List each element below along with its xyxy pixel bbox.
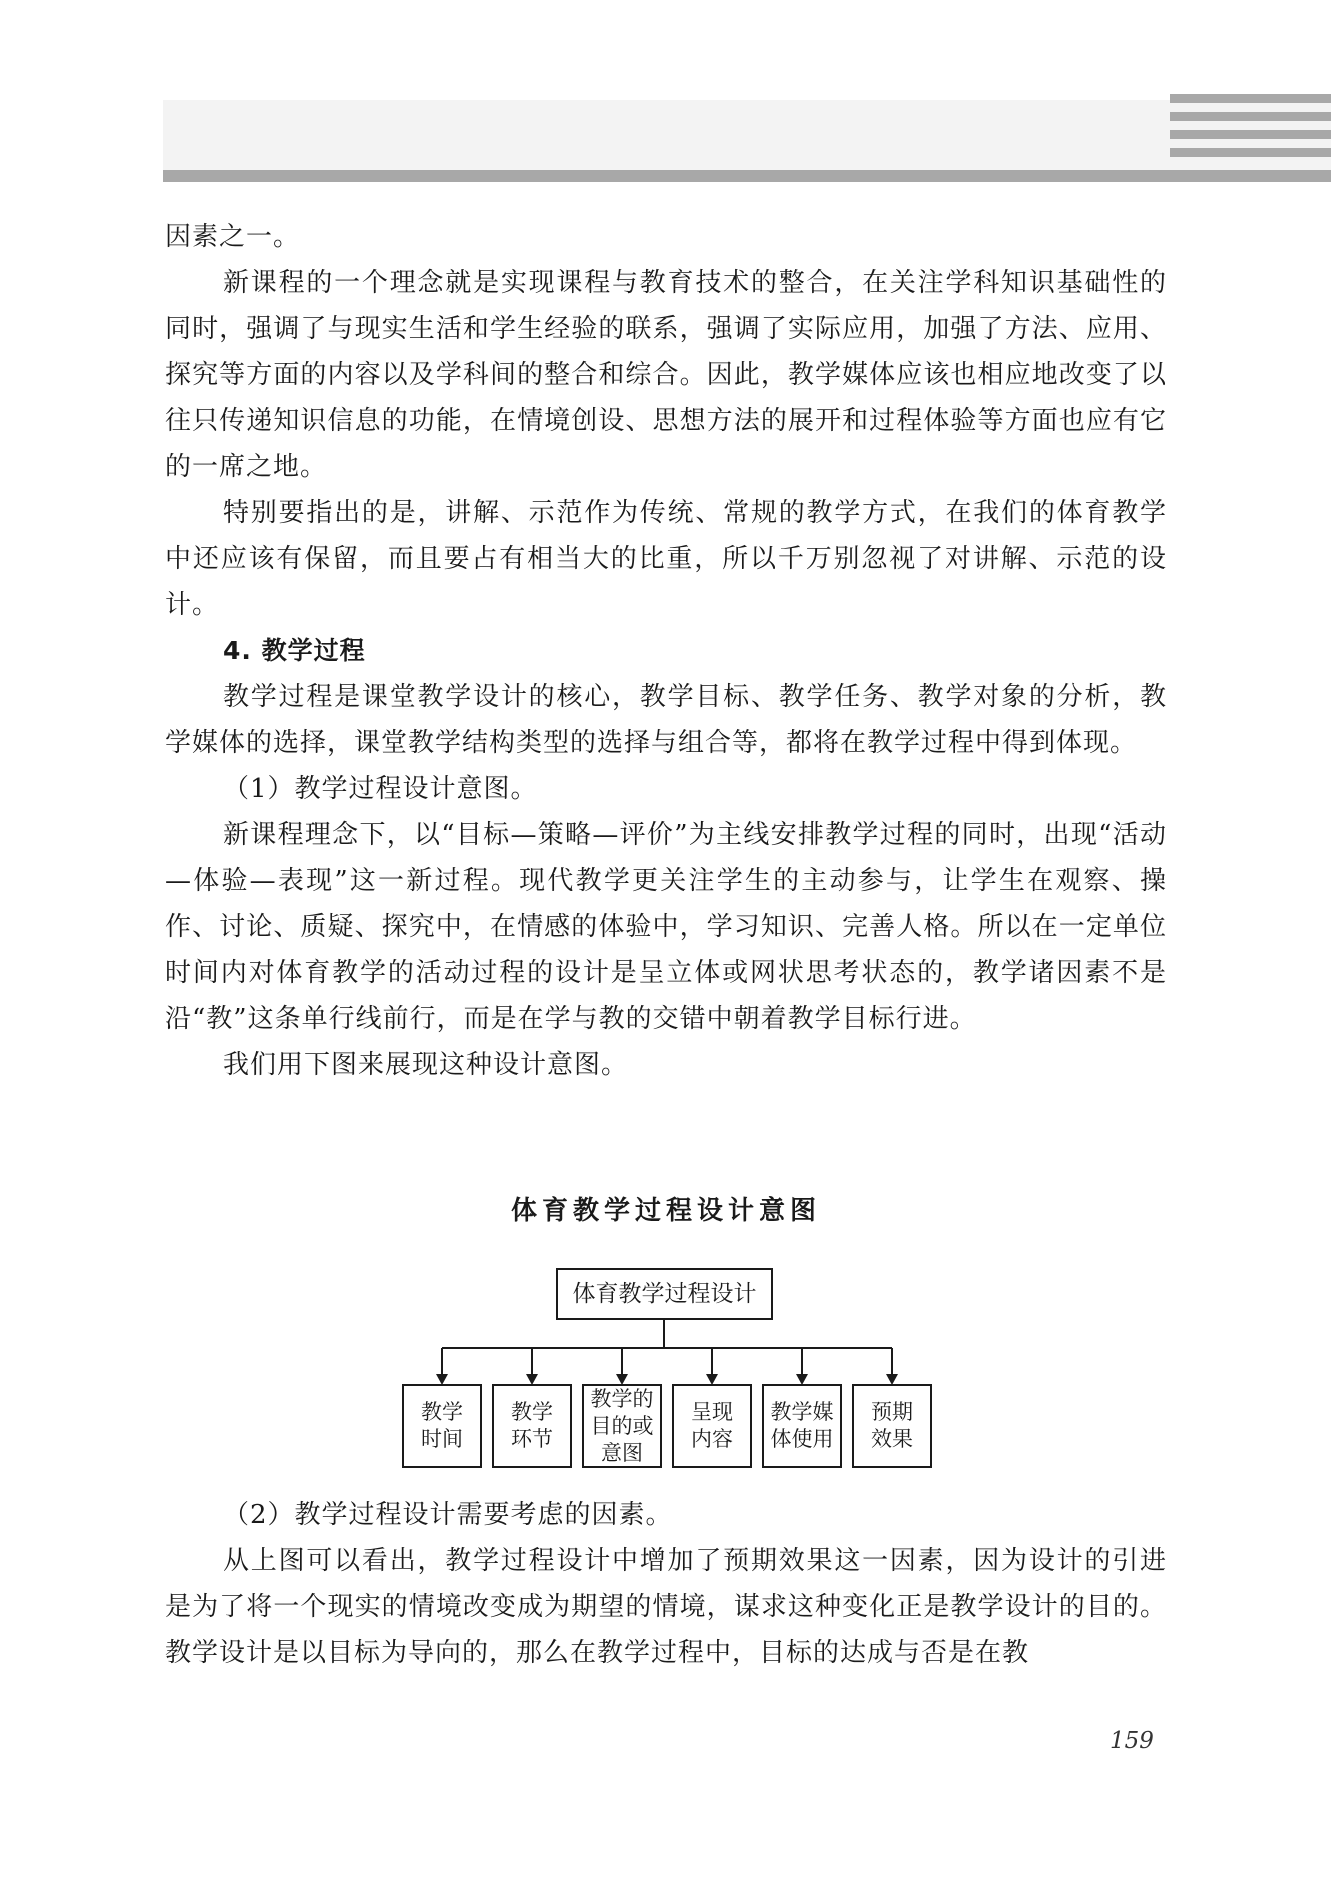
paragraph-figure-intro: 我们用下图来展现这种设计意图。 [223,1050,629,1080]
paragraph-explanation-demonstration: 特别要指出的是，讲解、示范作为传统、常规的教学方式，在我们的体育教学中还应该有保留，而且要占有相当大的比重，所以千万别忽视了对讲解、示范的设计。 [165,498,1167,620]
paragraph-new-curriculum: 新课程的一个理念就是实现课程与教育技术的整合，在关注学科知识基础性的同时，强调了与现实生活和学生经验的联系，强调了实际应用，加强了方法、应用、探究等方面的内容以及学科间的整合和综合。因此，教学媒体应该也相应地改变了以往只传递知识信息的功能，在情境创设、思想方法的展开和过程体验等方面也应有它的一席之地。 [165,268,1167,482]
diagram-root-label: 体育教学过程设计 [572,1280,757,1307]
header-rule [163,170,1331,182]
diagram-box-label: 教学 环节 [511,1400,553,1451]
paragraph-teaching-process: 教学过程是课堂教学设计的核心，教学目标、教学任务、教学对象的分析，教学媒体的选择，课堂教学结构类型的选择与组合等，都将在教学过程中得到体现。 [165,682,1167,758]
diagram-box-expected-effect [852,1384,932,1468]
diagram-box-label: 教学 时间 [421,1400,463,1451]
subheading-design-intent: （1）教学过程设计意图。 [223,774,538,804]
header-stripe [1170,130,1331,139]
diagram-box-teaching-purpose [582,1384,662,1468]
diagram-box-teaching-time [402,1384,482,1468]
paragraph-continuation: 因素之一。 [165,222,301,252]
diagram-box-content-presentation [672,1384,752,1468]
diagram-box-label: 预期 效果 [871,1400,913,1451]
header-stripe [1170,94,1331,103]
process-diagram [390,1258,950,1478]
diagram-box-teaching-stage [492,1384,572,1468]
header-stripes [1170,94,1331,164]
page-number: 159 [1110,1728,1154,1754]
diagram-box-label: 教学媒 体使用 [770,1400,834,1451]
paragraph-design-intent: 新课程理念下，以“目标—策略—评价”为主线安排教学过程的同时，出现“活动—体验—表现”这一新过程。现代教学更关注学生的主动参与，让学生在观察、操作、讨论、质疑、探究中，在情感的体验中，学习知识、完善人格。所以在一定单位时间内对体育教学的活动过程的设计是呈立体或网状思考状态的，教学诸因素不是沿“教”这条单行线前行，而是在学与教的交错中朝着教学目标行进。 [165,820,1167,1034]
header-stripe [1170,148,1331,157]
diagram-box-label: 呈现 内容 [691,1400,733,1451]
body-text-after-figure [165,1492,1167,1676]
diagram-root-box [556,1268,773,1320]
subheading-design-factors: （2）教学过程设计需要考虑的因素。 [223,1500,673,1530]
header-stripe [1170,112,1331,121]
figure-title: 体育教学过程设计意图 [510,1196,821,1226]
diagram-box-media-use [762,1384,842,1468]
header-band [163,100,1331,170]
paragraph-design-factors: 从上图可以看出，教学过程设计中增加了预期效果这一因素，因为设计的引进是为了将一个现实的情境改变成为期望的情境，谋求这种变化正是教学设计的目的。教学设计是以目标为导向的，那么在教学过程中，目标的达成与否是在教 [165,1546,1167,1668]
diagram-box-label: 教学的 目的或 意图 [590,1386,654,1465]
section-heading-teaching-process: 4. 教学过程 [223,636,366,665]
body-text [165,214,1167,1088]
